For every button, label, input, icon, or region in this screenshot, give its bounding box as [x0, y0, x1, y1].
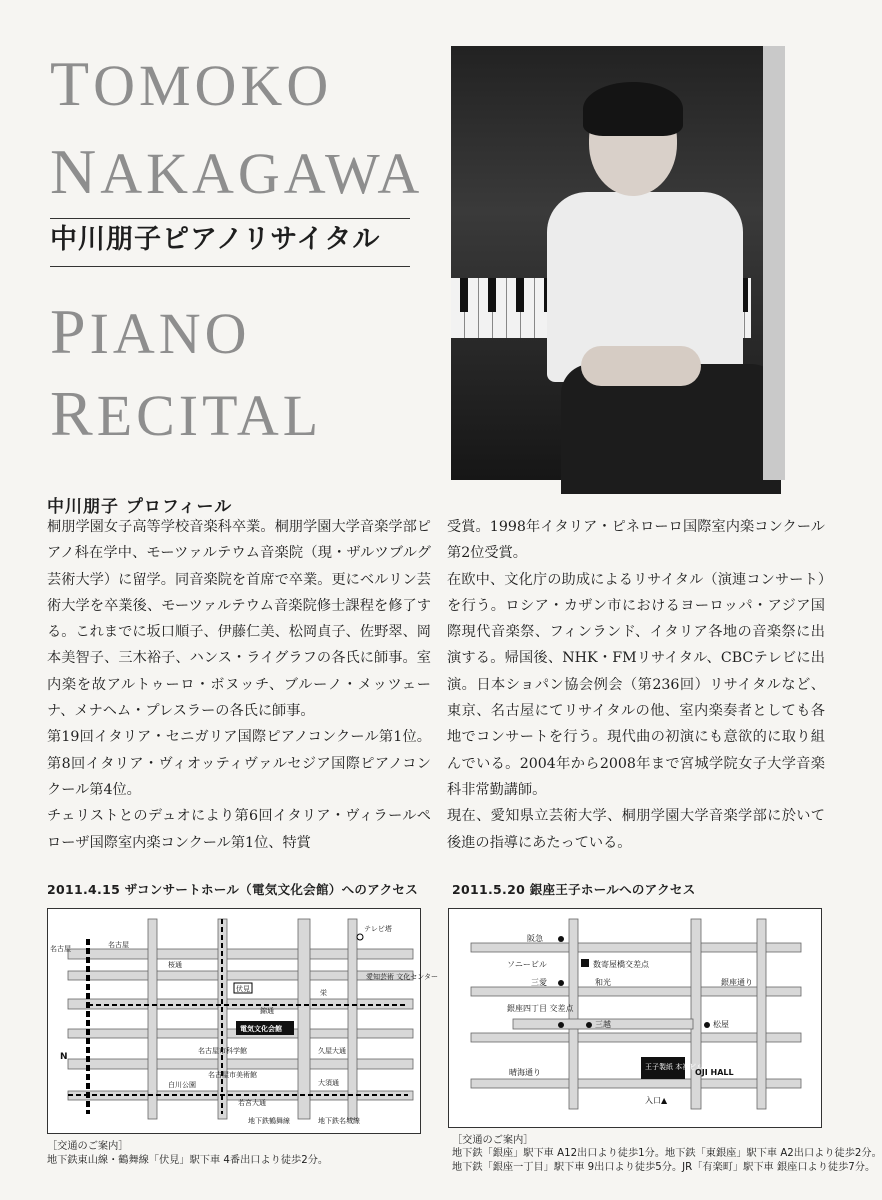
title-recital: RECITAL [50, 378, 323, 449]
map-label-science-museum: 名古屋市科学館 [198, 1047, 247, 1055]
map-label-shirakawa: 白川公園 [168, 1081, 196, 1089]
map-label-oji-building: 王子製紙 本社ビル [645, 1063, 704, 1071]
map-label-meijo: 地下鉄名城線 [318, 1117, 360, 1125]
map-label-nagoya: 名古屋 [108, 941, 129, 949]
map-label-ginza4: 銀座四丁目 交差点 [507, 1004, 574, 1013]
pianist-photo [451, 46, 785, 480]
map-label-jr: 名古屋 [50, 945, 71, 953]
map-oji-hall [448, 908, 822, 1128]
title-rule-bottom [50, 266, 410, 267]
access-note-line: 地下鉄「銀座一丁目」駅下車 9出口より徒歩5分。JR「有楽町」駅下車 銀座口より徒歩7分。 [452, 1162, 876, 1173]
access-note-title: ［交通のご案内］ [47, 1141, 129, 1152]
photo-side-stripe [763, 46, 785, 480]
map-label-hall: 電気文化会館 [240, 1025, 282, 1033]
map-label-tsurumai: 地下鉄鶴舞線 [248, 1117, 290, 1125]
map-label-aichi-arts: 愛知芸術 文化センター [366, 973, 438, 981]
profile-left-column [47, 514, 431, 856]
map-label-matsuya: 松屋 [713, 1020, 729, 1029]
map-label-ginza-dori: 銀座通り [721, 978, 753, 987]
profile-paragraph: チェリストとのデュオにより第6回イタリア・ヴィラールペローザ国際室内楽コンクール第1位、特賞 [47, 808, 431, 851]
map-label-mitsukoshi: 三越 [595, 1020, 611, 1029]
map-label-saiai: 三愛 [531, 978, 547, 987]
map-label-sakura: 桜通 [168, 961, 182, 969]
profile-paragraph: 第19回イタリア・セニガリア国際ピアノコンクール第1位。第8回イタリア・ヴィオッティヴァルセジア国際ピアノコンクール第4位。 [47, 729, 431, 798]
map-label-sony: ソニービル [507, 960, 547, 969]
map-label-art-museum: 名古屋市美術館 [208, 1071, 257, 1079]
map-label-kyuya: 久屋大通 [318, 1047, 346, 1055]
title-nakagawa: NAKAGAWA [50, 136, 424, 207]
profile-paragraph: 受賞。1998年イタリア・ピネローロ国際室内楽コンクール第2位受賞。 [447, 519, 825, 562]
access-note-title: ［交通のご案内］ [452, 1135, 534, 1146]
map-label-osu: 大須通 [318, 1079, 339, 1087]
profile-paragraph: 桐朋学園女子高等学校音楽科卒業。桐朋学園大学音楽学部ピアノ科在学中、モーツァルテウム音楽院（現・ザルツブルグ芸術大学）に留学。同音楽院を首席で卒業。更にベルリン芸術大学を卒業後、モーツァルテウム音楽院修士課程を修了する。これまでに坂口順子、伊藤仁美、松岡貞子、佐野翠、岡本美智子、三木裕子、ハンス・ライグラフの各氏に師事。室内楽を故アルトゥーロ・ボヌッチ、ブルーノ・メッツェーナ、メナヘム・プレスラーの各氏に師事。 [47, 519, 431, 720]
map-label-wakamiya: 若宮大通 [238, 1099, 266, 1107]
title-rule-top [50, 218, 410, 219]
map-label-sakae: 栄 [320, 989, 327, 997]
map-label-sukiyabashi: 数寄屋橋交差点 [593, 960, 649, 969]
access-heading-oji-hall: 2011.5.20 銀座王子ホールへのアクセス [452, 882, 696, 897]
access-note-line: 地下鉄「銀座」駅下車 A12出口より徒歩1分。地下鉄「東銀座」駅下車 A2出口より徒歩2分。 [452, 1148, 882, 1159]
profile-right-column [447, 514, 825, 856]
map-label-nishiki: 錦通 [260, 1007, 274, 1015]
profile-heading: 中川朋子 プロフィール [47, 497, 233, 517]
access-note-line: 地下鉄東山線・鶴舞線「伏見」駅下車 4番出口より徒歩2分。 [47, 1155, 329, 1166]
profile-paragraph: 在欧中、文化庁の助成によるリサイタル（演連コンサート）を行う。ロシア・カザン市におけるヨーロッパ・アジア国際現代音楽祭、フィンランド、イタリア各地の音楽祭に出演する。帰国後、NHK・FMリサイタル、CBCテレビに出演。日本ショパン協会例会（第236回）リサイタルなど、東京、名古屋にてリサイタルの他、室内楽奏者としても各地でコンサートを行う。現代曲の初演にも意欲的に取り組んでいる。2004年から2008年まで宮城学院女子大学音楽科非常勤講師。 [447, 571, 825, 798]
map-label-hankyu: 阪急 [527, 934, 543, 943]
map-label-tv-tower: テレビ塔 [364, 925, 392, 933]
title-tomoko: TOMOKO [50, 48, 333, 119]
profile-paragraph: 現在、愛知県立芸術大学、桐朋学園大学音楽学部に於いて後進の指導にあたっている。 [447, 808, 825, 851]
map-label-entrance: 入口▲ [645, 1096, 668, 1105]
map-label-wako: 和光 [595, 978, 611, 987]
north-icon: N [60, 1052, 68, 1062]
map-label-harumi: 晴海通り [509, 1068, 541, 1077]
access-heading-concert-hall: 2011.4.15 ザコンサートホール（電気文化会館）へのアクセス [47, 882, 419, 897]
map-label-oji-hall: OJI HALL [695, 1068, 734, 1077]
map-concert-hall [47, 908, 438, 1134]
map-label-fushimi: 伏見 [236, 985, 250, 993]
pianist-hair [583, 82, 683, 136]
pianist-hands [581, 346, 701, 386]
title-piano: PIANO [50, 296, 251, 367]
title-japanese: 中川朋子ピアノリサイタル [50, 224, 381, 255]
